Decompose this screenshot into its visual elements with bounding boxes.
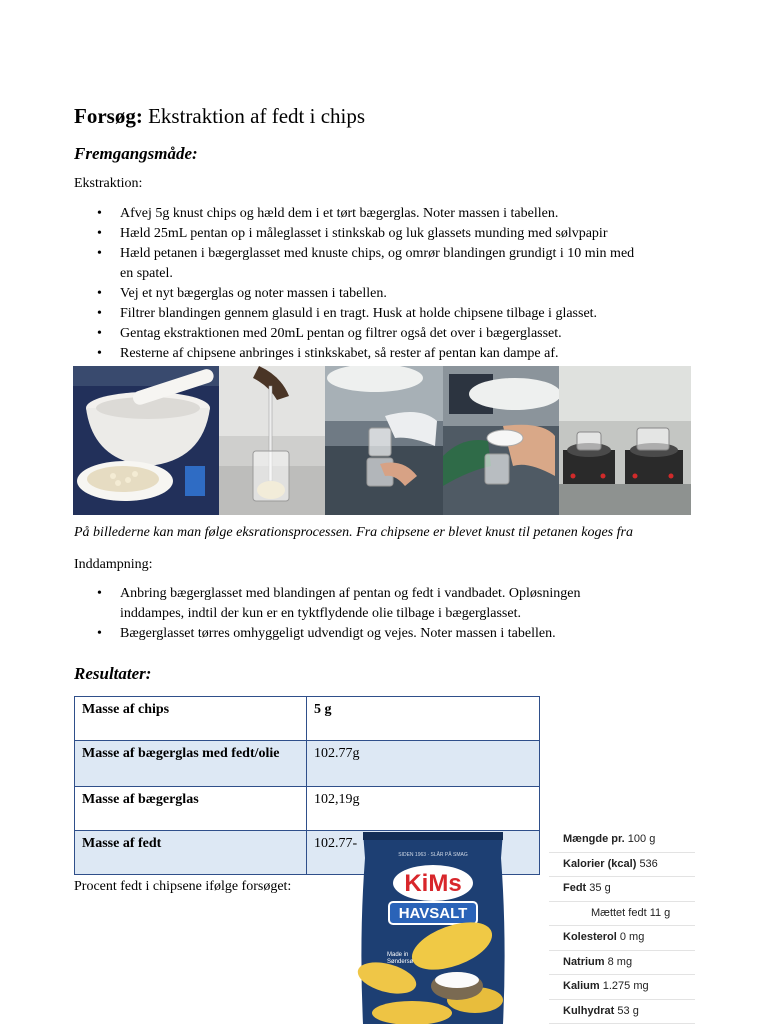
list-item: • Hæld 25mL pentan op i måleglasset i stinkskab og luk glassets munding med sølvpapir xyxy=(74,224,714,244)
nutrition-row: Natrium 8 mg xyxy=(549,951,695,976)
title-prefix: Forsøg: xyxy=(74,104,143,128)
table-row xyxy=(75,741,540,787)
process-photo-strip xyxy=(73,366,691,515)
table-cell-label: Masse af bægerglas xyxy=(75,787,307,831)
nutrition-row: Fedt 35 g xyxy=(549,877,695,902)
list-item: • Bægerglasset tørres omhyggeligt udvendigt og vejes. Noter massen i tabellen. xyxy=(74,624,714,644)
title-text: Ekstraktion af fedt i chips xyxy=(142,104,366,128)
percent-fat-line: Procent fedt i chipsene ifølge forsøget: xyxy=(74,879,292,894)
nutrition-row: Mængde pr. 100 g xyxy=(549,828,695,853)
svg-text:Made in: Made in xyxy=(387,952,409,958)
bag-brand-text: KiMs xyxy=(404,870,462,897)
procedure-heading: Fremgangsmåde: xyxy=(74,144,198,163)
chips-bag-image xyxy=(357,828,509,1024)
list-item: • Filtrer blandingen gennem glasuld i en tragt. Husk at holde chipsene tilbage i glasset. xyxy=(74,304,714,324)
evaporation-steps xyxy=(74,584,714,644)
results-heading: Resultater: xyxy=(74,664,152,683)
table-cell-value: 102.77- xyxy=(307,831,540,875)
table-cell-label: Masse af bægerglas med fedt/olie xyxy=(75,741,307,787)
photo-second-extraction xyxy=(443,366,559,515)
photo-beaker-stirring xyxy=(219,366,325,515)
nutrition-facts xyxy=(549,828,695,1024)
table-cell-label: Masse af chips xyxy=(75,697,307,741)
table-row xyxy=(75,787,540,831)
list-item: • Resterne af chipsene anbringes i stinkskabet, så rester af pentan kan dampe af. xyxy=(74,344,714,364)
nutrition-row: Kalorier (kcal) 536 xyxy=(549,853,695,878)
extraction-steps xyxy=(74,204,714,364)
photo-filtering xyxy=(325,366,443,515)
extraction-label: Ekstraktion: xyxy=(74,176,143,191)
list-item: • Vej et nyt bægerglas og noter massen i tabellen. xyxy=(74,284,714,304)
photo-mortar xyxy=(73,366,219,515)
document-title xyxy=(74,102,365,130)
list-item: • Anbring bægerglasset med blandingen af pentan og fedt i vandbadet. Opløsningen inddampes, indtil der kun er en tyktflydende olie tilbage i bægerglasset. xyxy=(74,584,714,624)
bag-flavor-text: HAVSALT xyxy=(398,905,468,922)
table-cell-value: 102.77g xyxy=(307,741,540,787)
list-item: • Hæld petanen i bægerglasset med knuste chips, og omrør blandingen grundigt i 10 min med en spatel. xyxy=(74,244,714,284)
svg-text:SIDEN 1963 · SLÅR PÅ SMAG: SIDEN 1963 · SLÅR PÅ SMAG xyxy=(398,852,468,858)
table-cell-label: Masse af fedt xyxy=(75,831,307,875)
photo-caption: På billederne kan man følge eksrationsprocessen. Fra chipsene er blevet knust til petanen koges fra xyxy=(74,525,633,540)
table-row xyxy=(75,697,540,741)
nutrition-row: Kolesterol 0 mg xyxy=(549,926,695,951)
list-item: • Gentag ekstraktionen med 20mL pentan og filtrer også det over i bægerglasset. xyxy=(74,324,714,344)
nutrition-row: Kulhydrat 53 g xyxy=(549,1000,695,1025)
nutrition-row: Kalium 1.275 mg xyxy=(549,975,695,1000)
table-cell-value: 5 g xyxy=(307,697,540,741)
table-cell-value: 102,19g xyxy=(307,787,540,831)
photo-hot-plates xyxy=(559,366,691,515)
evaporation-label: Inddampning: xyxy=(74,557,153,572)
list-item: • Afvej 5g knust chips og hæld dem i et tørt bægerglas. Noter massen i tabellen. xyxy=(74,204,714,224)
nutrition-row: Mættet fedt 11 g xyxy=(549,902,695,927)
svg-text:Søndersø: Søndersø xyxy=(387,959,414,965)
